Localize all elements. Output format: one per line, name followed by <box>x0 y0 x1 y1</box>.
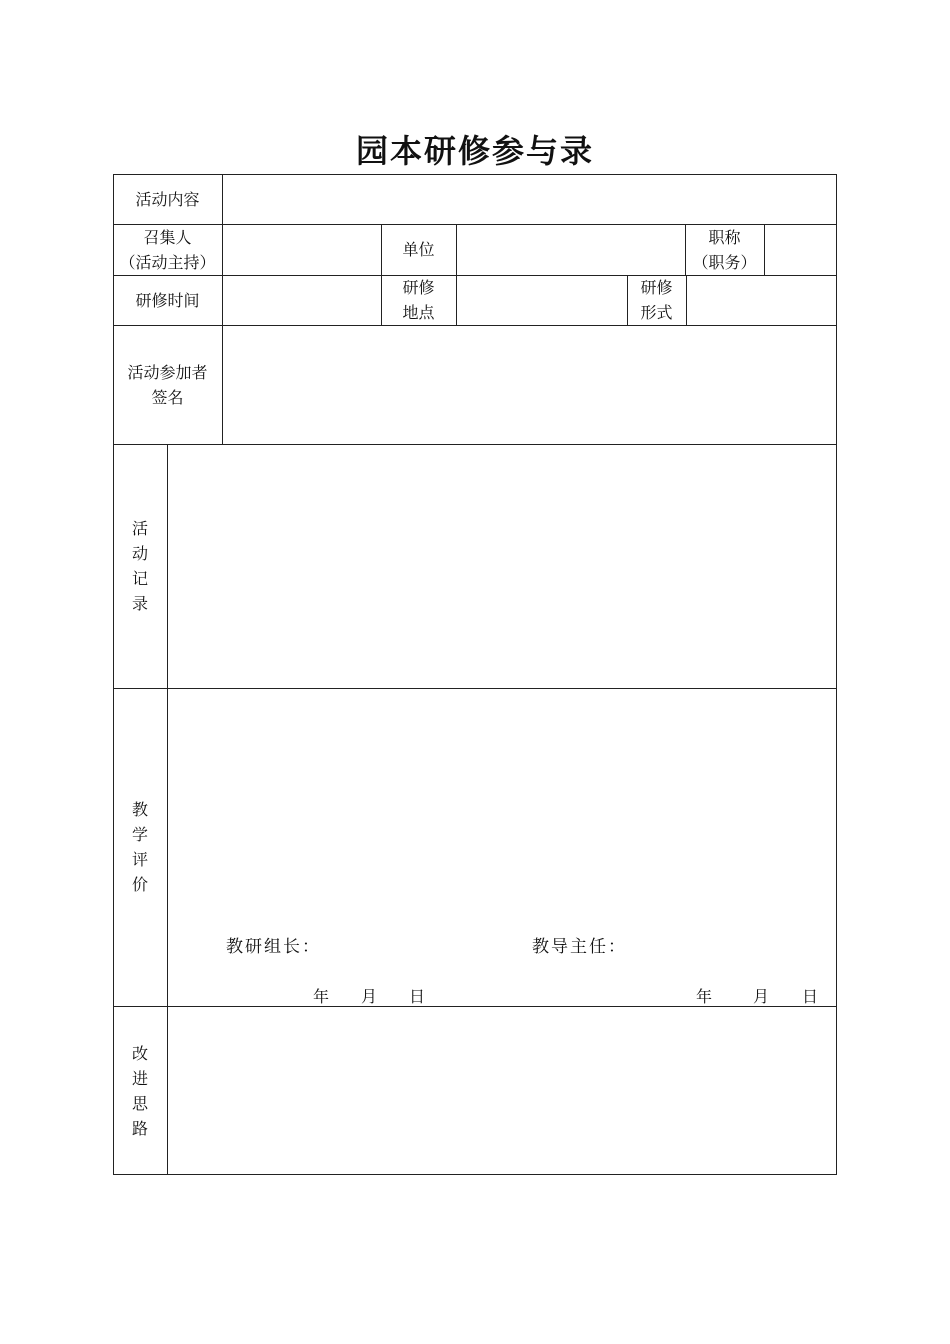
teaching-evaluation-field[interactable] <box>168 689 836 909</box>
rank-label: 职称 （职务） <box>692 227 757 272</box>
activity-record-field[interactable] <box>168 445 836 688</box>
table-line <box>113 1174 837 1175</box>
unit-field[interactable] <box>457 225 685 275</box>
page-title: 园本研修参与录 <box>355 132 594 170</box>
leader-date-year: 年 <box>313 987 330 1006</box>
activity-content-field[interactable] <box>223 175 836 224</box>
training-time-field[interactable] <box>223 276 381 325</box>
leader-date-day: 日 <box>409 987 426 1006</box>
unit-label: 单位 <box>402 240 435 259</box>
director-date-year: 年 <box>696 987 713 1006</box>
leader-date-month: 月 <box>361 987 378 1006</box>
convener-field[interactable] <box>223 225 381 275</box>
improvement-ideas-label: 改 进 思 路 <box>131 1044 148 1138</box>
rank-field[interactable] <box>765 225 836 275</box>
teaching-director-signature-label: 教导主任： <box>532 937 627 957</box>
improvement-ideas-field[interactable] <box>168 1007 836 1174</box>
research-leader-signature-label: 教研组长： <box>226 937 321 957</box>
participants-signature-field[interactable] <box>223 326 836 444</box>
training-time-label: 研修时间 <box>135 290 200 310</box>
activity-content-label: 活动内容 <box>135 189 200 209</box>
participants-signature-label: 活动参加者 签名 <box>127 363 208 407</box>
training-place-label: 研修 地点 <box>402 278 435 322</box>
training-form-field[interactable] <box>687 276 836 325</box>
activity-record-label: 活 动 记 录 <box>131 519 148 613</box>
teaching-evaluation-label: 教 学 评 价 <box>131 800 148 894</box>
training-form-label: 研修 形式 <box>640 278 673 322</box>
training-place-field[interactable] <box>457 276 627 325</box>
director-date-day: 日 <box>802 987 819 1006</box>
director-date-month: 月 <box>753 987 770 1006</box>
table-line <box>836 174 837 1175</box>
convener-label: 召集人 （活动主持） <box>119 227 216 272</box>
